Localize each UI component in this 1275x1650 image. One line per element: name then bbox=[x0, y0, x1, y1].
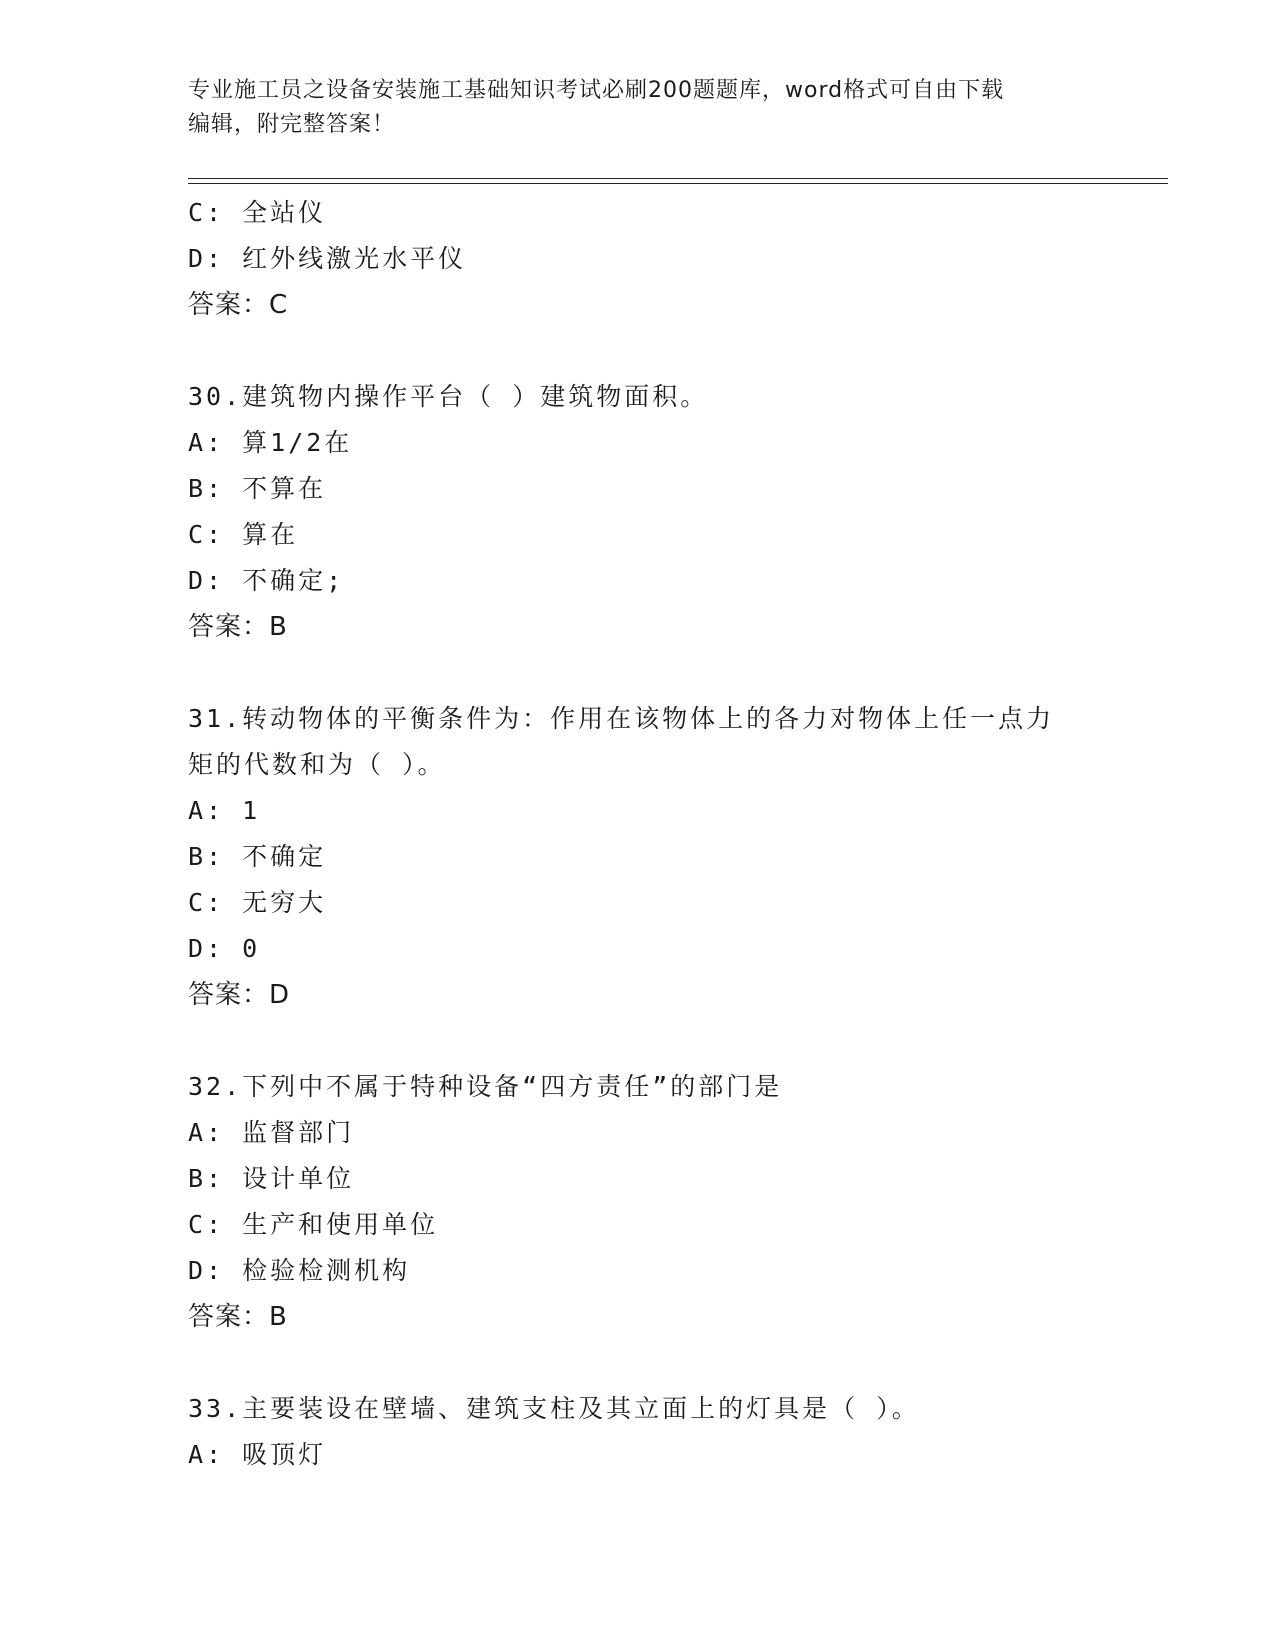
option-a: A: 监督部门 bbox=[188, 1118, 355, 1147]
option-a: A: 算1/2在 bbox=[188, 428, 353, 457]
question-text: 31.转动物体的平衡条件为：作用在该物体上的各力对物体上任一点力 bbox=[188, 704, 1055, 733]
header-title-line-1: 专业施工员之设备安装施工基础知识考试必刷200题题库，word格式可自由下载 bbox=[188, 78, 1005, 103]
option-d: D: 检验检测机构 bbox=[188, 1256, 411, 1285]
answer-label: 答案：B bbox=[188, 1302, 288, 1332]
question-text: 32.下列中不属于特种设备“四方责任”的部门是 bbox=[188, 1072, 783, 1101]
answer-label: 答案：C bbox=[188, 290, 289, 320]
spacer bbox=[188, 328, 1088, 374]
question-text-continued: 矩的代数和为（ ）。 bbox=[188, 750, 446, 779]
question-block-prev bbox=[188, 190, 1088, 328]
document-header bbox=[188, 74, 1088, 142]
option-c: C: 生产和使用单位 bbox=[188, 1210, 439, 1239]
spacer bbox=[188, 650, 1088, 696]
option-c: C: 全站仪 bbox=[188, 198, 327, 227]
question-text: 30.建筑物内操作平台（ ）建筑物面积。 bbox=[188, 382, 709, 411]
header-divider-bottom bbox=[188, 183, 1168, 184]
option-c: C: 无穷大 bbox=[188, 888, 327, 917]
option-b: B: 设计单位 bbox=[188, 1164, 355, 1193]
option-d: D: 不确定; bbox=[188, 566, 345, 595]
answer-label: 答案：D bbox=[188, 980, 291, 1010]
option-d: D: 0 bbox=[188, 934, 261, 963]
option-b: B: 不算在 bbox=[188, 474, 327, 503]
option-d: D: 红外线激光水平仪 bbox=[188, 244, 467, 273]
option-c: C: 算在 bbox=[188, 520, 299, 549]
question-text: 33.主要装设在壁墙、建筑支柱及其立面上的灯具是（ ）。 bbox=[188, 1394, 920, 1423]
option-a: A: 1 bbox=[188, 796, 261, 825]
spacer bbox=[188, 1340, 1088, 1386]
question-block-33 bbox=[188, 1386, 1088, 1478]
option-a: A: 吸顶灯 bbox=[188, 1440, 327, 1469]
question-block-32 bbox=[188, 1064, 1088, 1340]
question-list bbox=[188, 190, 1088, 1478]
question-block-30 bbox=[188, 374, 1088, 650]
spacer bbox=[188, 1018, 1088, 1064]
answer-label: 答案：B bbox=[188, 612, 288, 642]
option-b: B: 不确定 bbox=[188, 842, 327, 871]
header-divider-top bbox=[188, 178, 1168, 179]
question-block-31 bbox=[188, 696, 1088, 1018]
header-title-line-2: 编辑，附完整答案！ bbox=[188, 112, 396, 137]
